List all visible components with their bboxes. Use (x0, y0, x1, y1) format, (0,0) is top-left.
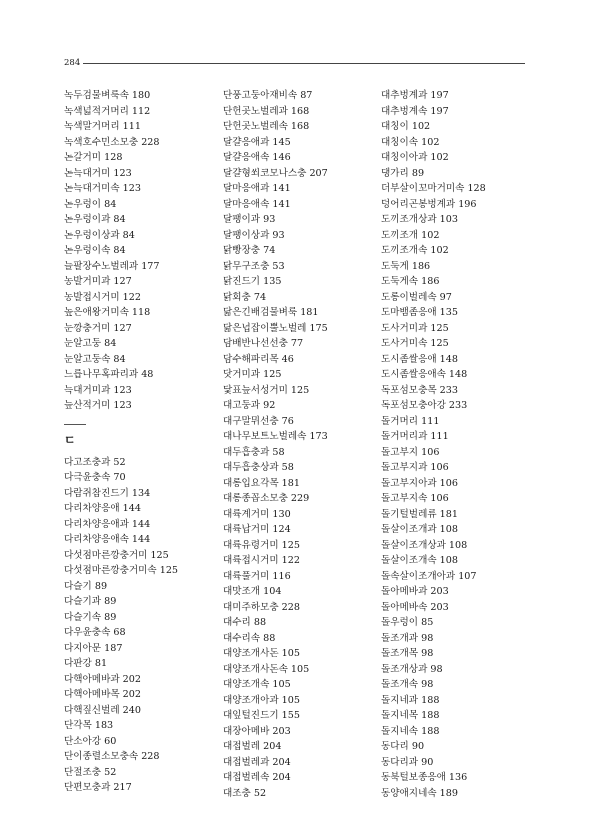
index-entry: 다슬기 89 (64, 580, 108, 592)
index-entry: 대롱입요각목 181 (223, 477, 300, 489)
index-entry: 대조충 52 (223, 787, 267, 799)
index-entry: 대륙납거미 124 (223, 524, 291, 535)
index-entry: 녹색넓적거머리 112 (64, 105, 151, 117)
index-entry: 닮은긴배검물벼룩 181 (223, 307, 319, 318)
index-entry: 도끼조개 102 (381, 229, 440, 241)
index-entry: 돌거머리 111 (381, 415, 440, 427)
index-entry: 독포섬모충목 233 (381, 384, 458, 396)
header-rule (83, 63, 525, 64)
index-entry: 농발접시거미 122 (64, 291, 141, 303)
index-entry: 돌고부지과 106 (381, 462, 449, 473)
index-entry: 도사거미과 125 (381, 322, 449, 334)
index-entry: 대맛조개 104 (223, 586, 282, 597)
index-entry: 닭진드기 135 (223, 276, 282, 287)
index-entry: 논우렁이속 84 (64, 245, 126, 256)
index-entry: 달마응애속 141 (223, 198, 291, 210)
index-entry: 달걀응애과 145 (223, 136, 291, 148)
index-entry: 도시좀쌀응애 148 (381, 353, 458, 365)
index-entry: 돌속살이조개아과 107 (381, 570, 477, 582)
index-entry: 다우윤충속 68 (64, 627, 126, 638)
index-entry: 다극윤충속 70 (64, 472, 126, 483)
index-entry: 대양조개속 105 (223, 679, 291, 690)
index-entry: 다슬기과 89 (64, 596, 117, 607)
section-heading: ㄷ (64, 432, 76, 447)
index-entry: 눈깡충거미 127 (64, 322, 132, 334)
index-entry: 달팽이상과 93 (223, 229, 285, 241)
index-entry: 돌살이조개과 108 (381, 524, 458, 535)
index-entry: 돌지네목 188 (381, 710, 440, 721)
index-entry: 늑대거미과 123 (64, 384, 132, 396)
index-entry: 담수해파리목 46 (223, 353, 294, 365)
index-entry: 대양조개아과 105 (223, 694, 300, 706)
index-entry: 돌조개과 98 (381, 632, 434, 644)
index-entry: 대접벌레속 204 (223, 772, 291, 783)
index-entry: 논늑대거미 123 (64, 167, 132, 179)
index-entry: 대두흡충과 58 (223, 446, 285, 458)
index-entry: 대잎털진드기 155 (223, 710, 300, 721)
index-entry: 달걀응애속 146 (223, 152, 291, 163)
index-entry: 대양조개사돈 105 (223, 648, 300, 659)
index-entry: 돌기털벌레류 181 (381, 508, 458, 520)
index-entry: 덩어리곤봉벙계과 196 (381, 198, 477, 210)
index-entry: 다섯점마른깡충거미속 125 (64, 565, 179, 576)
index-entry: 돌살이조개상과 108 (381, 539, 468, 551)
index-entry: 독포섬모충아강 233 (381, 400, 468, 411)
index-entry: 대칭이아과 102 (381, 152, 449, 163)
index-entry: 다섯점마른깡충거미 125 (64, 549, 169, 561)
index-entry: 논우렁이 84 (64, 198, 117, 210)
index-entry: 돌조개속 98 (381, 679, 434, 690)
index-entry: 대수리 88 (223, 617, 267, 628)
index-column-3 (381, 88, 541, 801)
index-entry: 대미주하모충 228 (223, 601, 300, 613)
index-entry: 높은애왕거미속 118 (64, 307, 151, 318)
page-number: 284 (64, 58, 81, 68)
index-entry: 대륙풀거미 116 (223, 570, 291, 582)
section-divider (64, 424, 86, 425)
index-entry: 담배반나선선충 77 (223, 338, 304, 349)
index-entry: 대추벙계속 197 (381, 105, 449, 117)
index-entry: 도끼조개속 102 (381, 245, 449, 256)
index-entry: 단이종렬소모충속 228 (64, 751, 160, 762)
index-entry: 대구말뮈선충 76 (223, 415, 294, 427)
index-entry: 대나무보트노벌레속 173 (223, 431, 328, 442)
index-entry: 도롱이벌레속 97 (381, 291, 452, 303)
index-entry: 달마응애과 141 (223, 183, 291, 194)
index-entry: 농발거미과 127 (64, 276, 132, 287)
index-entry: 동다리과 90 (381, 756, 434, 768)
index-entry: 논우렁이상과 84 (64, 229, 135, 241)
index-entry: 대장아메바 203 (223, 725, 291, 737)
index-entry: 닭무구조충 53 (223, 260, 285, 272)
index-entry: 댕가리 89 (381, 167, 425, 179)
index-entry: 늘팔장수노벌레과 177 (64, 260, 160, 272)
index-entry: 단헌곳노벌레속 168 (223, 121, 310, 132)
index-entry: 다슬기속 89 (64, 611, 117, 623)
index-entry: 다판강 81 (64, 658, 108, 669)
index-entry: 대칭이 102 (381, 121, 431, 132)
index-entry: 대접벌레과 204 (223, 756, 291, 768)
index-entry: 닭빵장충 74 (223, 245, 276, 256)
index-entry: 달팽이과 93 (223, 214, 276, 225)
index-entry: 닻표늪서성거미 125 (223, 384, 310, 396)
index-entry: 도끼조개상과 103 (381, 214, 458, 225)
index-entry: 돌고부지 106 (381, 446, 440, 458)
index-entry: 대륙유령거미 125 (223, 539, 300, 551)
index-entry: 동양애지네속 189 (381, 787, 458, 799)
index-entry: 늪산적거미 123 (64, 400, 132, 411)
index-entry: 논갈거미 128 (64, 152, 123, 163)
index-entry: 다핵짚신벌레 240 (64, 704, 141, 716)
index-entry: 도둑게 186 (381, 260, 431, 272)
index-entry: 달걀형쐬코모나스충 207 (223, 167, 328, 179)
index-entry: 대륙접시거미 122 (223, 555, 300, 566)
index-column-1 (64, 88, 224, 796)
index-entry: 다람쥐참진드기 134 (64, 487, 151, 499)
index-entry: 대추벙계과 197 (381, 90, 449, 101)
index-entry: 돌우렁이 85 (381, 617, 434, 628)
index-entry: 단편모충과 217 (64, 782, 132, 793)
index-entry: 돌지네속 188 (381, 725, 440, 737)
index-entry: 녹색호수민소모충 228 (64, 136, 160, 148)
index-entry: 녹두검물벼룩속 180 (64, 90, 151, 101)
index-column-2 (223, 88, 383, 801)
index-entry: 눈알고둥 84 (64, 338, 117, 349)
index-entry: 돌고부지아과 106 (381, 477, 458, 489)
index-entry: 돌지네과 188 (381, 694, 440, 706)
index-entry: 다리차양응애 144 (64, 503, 141, 514)
index-entry: 대칭이속 102 (381, 136, 440, 148)
index-entry: 다핵아메바과 202 (64, 673, 141, 685)
index-entry: 대양조개사돈속 105 (223, 663, 310, 675)
index-entry: 돌고부지속 106 (381, 493, 449, 504)
index-entry: 대접벌레 204 (223, 741, 282, 752)
index-entry: 눈알고둥속 84 (64, 353, 126, 365)
index-entry: 닷거미과 125 (223, 369, 282, 380)
index-entry: 도시좀쌀응애속 148 (381, 369, 468, 380)
index-entry: 돌거머리과 111 (381, 431, 449, 442)
index-entry: 동북털보종응애 136 (381, 772, 468, 783)
index-entry: 단절조충 52 (64, 766, 117, 778)
index-entry: 느릅나무혹파리과 48 (64, 369, 154, 380)
index-entry: 단소아강 60 (64, 735, 117, 747)
index-entry: 다지아문 187 (64, 642, 123, 654)
index-entry: 대수리속 88 (223, 632, 276, 644)
index-entry: 논우렁이과 84 (64, 214, 126, 225)
index-entry: 다리차양응애과 144 (64, 518, 151, 530)
index-entry: 돌아메바과 203 (381, 586, 449, 597)
index-entry: 단각목 183 (64, 720, 114, 731)
index-entry: 다리차양응애속 144 (64, 534, 151, 545)
index-entry: 대두흡충상과 58 (223, 462, 294, 473)
index-entry: 대롱종꼽소모충 229 (223, 493, 310, 504)
index-entry: 논늑대거미속 123 (64, 183, 141, 194)
index-entry: 동다리 90 (381, 741, 425, 752)
index-entry: 다핵아메바목 202 (64, 689, 141, 700)
index-entry: 대고둥과 92 (223, 400, 276, 411)
index-entry: 도둑게속 186 (381, 276, 440, 287)
index-entry: 돌조개상과 98 (381, 663, 443, 675)
index-entry: 녹색말거머리 111 (64, 121, 141, 132)
index-entry: 도마뱀좀응애 135 (381, 307, 458, 318)
index-entry: 돌아메바속 203 (381, 601, 449, 613)
index-entry: 돌살이조개속 108 (381, 555, 458, 566)
index-entry: 다고조충과 52 (64, 456, 126, 468)
index-entry: 단풍고둥아재비속 87 (223, 90, 313, 101)
index-entry: 닭회충 74 (223, 291, 267, 303)
index-entry: 돌조개목 98 (381, 648, 434, 659)
index-entry: 단헌곳노벌레과 168 (223, 105, 310, 117)
index-entry: 도사거미속 125 (381, 338, 449, 349)
index-entry: 더부살이꼬마거미속 128 (381, 183, 486, 194)
index-entry: 닮은넙잡이뿔노벌레 175 (223, 322, 328, 334)
index-entry: 대륙계거미 130 (223, 508, 291, 520)
